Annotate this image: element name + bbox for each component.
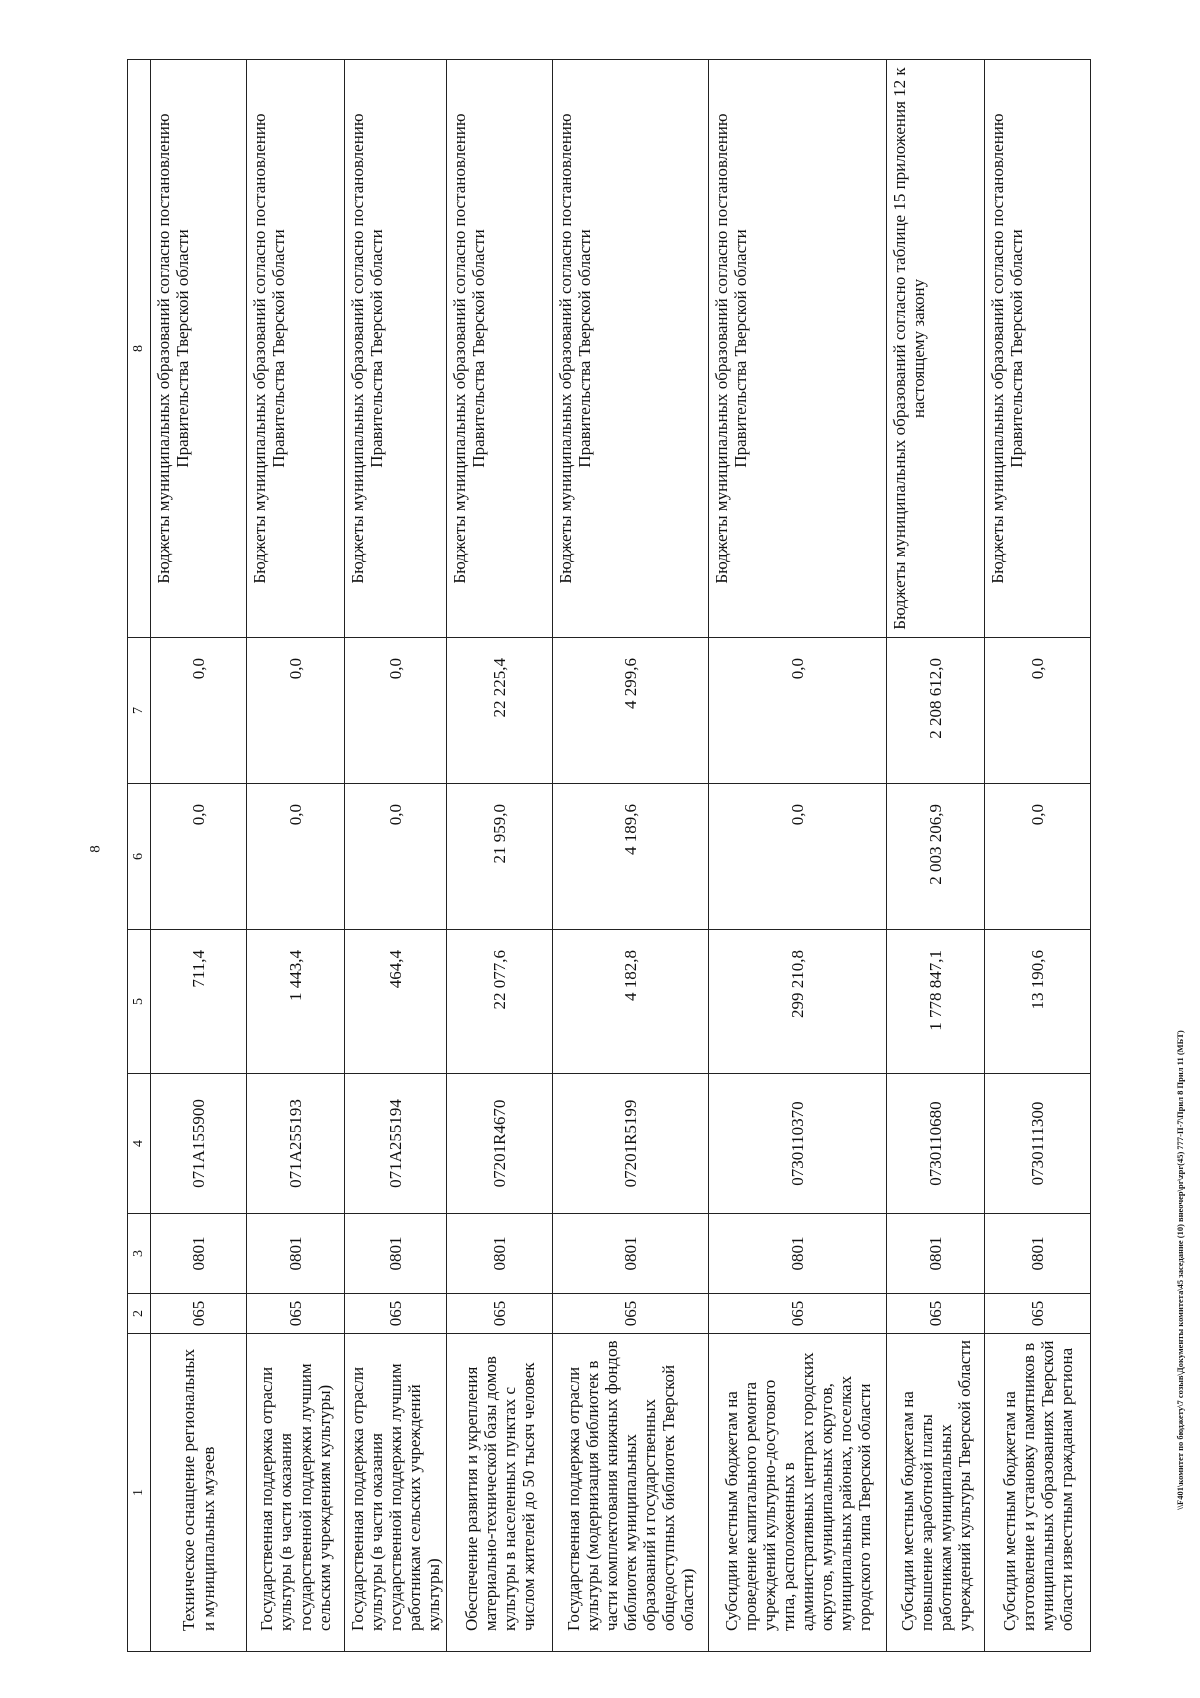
target-code: 0730110680 bbox=[887, 1074, 985, 1214]
amount-year-2: 21 959,0 bbox=[447, 784, 553, 930]
footer-file-path: \\F401\комитет по бюджету\7 созыв\Документы комитета\45 заседание (10) внеочер\pr\zpr(45) 777-П-7\Прил 8 Прил 11 (МБТ) bbox=[1175, 1030, 1185, 1510]
admin-code: 065 bbox=[985, 1294, 1091, 1334]
table-row bbox=[553, 60, 709, 1652]
subsidy-name: Государственная поддержка отрасли культуры (в части оказания государственной поддержки лучшим работникам сельских учреждений культуры) bbox=[345, 1334, 447, 1652]
amount-year-2: 4 189,6 bbox=[553, 784, 709, 930]
column-number: 5 bbox=[128, 930, 151, 1074]
column-number: 7 bbox=[128, 638, 151, 784]
amount-year-2: 0,0 bbox=[985, 784, 1091, 930]
section-code: 0801 bbox=[887, 1214, 985, 1294]
target-code: 07201R4670 bbox=[447, 1074, 553, 1214]
amount-year-2: 0,0 bbox=[709, 784, 887, 930]
amount-year-1: 13 190,6 bbox=[985, 930, 1091, 1074]
admin-code: 065 bbox=[553, 1294, 709, 1334]
target-code: 0730110370 bbox=[709, 1074, 887, 1214]
target-code: 071A255194 bbox=[345, 1074, 447, 1214]
funding-source: Бюджеты муниципальных образований согласно постановлению Правительства Тверской области bbox=[345, 60, 447, 638]
admin-code: 065 bbox=[247, 1294, 345, 1334]
admin-code: 065 bbox=[447, 1294, 553, 1334]
admin-code: 065 bbox=[151, 1294, 247, 1334]
amount-year-1: 1 443,4 bbox=[247, 930, 345, 1074]
amount-year-1: 22 077,6 bbox=[447, 930, 553, 1074]
table-row bbox=[151, 60, 247, 1652]
funding-source: Бюджеты муниципальных образований согласно постановлению Правительства Тверской области bbox=[447, 60, 553, 638]
section-code: 0801 bbox=[151, 1214, 247, 1294]
amount-year-3: 4 299,6 bbox=[553, 638, 709, 784]
funding-source: Бюджеты муниципальных образований согласно постановлению Правительства Тверской области bbox=[151, 60, 247, 638]
target-code: 07201R5199 bbox=[553, 1074, 709, 1214]
funding-source: Бюджеты муниципальных образований согласно постановлению Правительства Тверской области bbox=[247, 60, 345, 638]
subsidy-name: Обеспечение развития и укрепления материально-технической базы домов культуры в населенных пунктах с числом жителей до 50 тысяч человек bbox=[447, 1334, 553, 1652]
column-number: 6 bbox=[128, 784, 151, 930]
subsidy-name: Государственная поддержка отрасли культуры (модернизация библиотек в части комплектования книжных фондов библиотек муниципальных образований и государственных общедоступных библиотек Тверской области) bbox=[553, 1334, 709, 1652]
amount-year-1: 1 778 847,1 bbox=[887, 930, 985, 1074]
table-row bbox=[887, 60, 985, 1652]
funding-source: Бюджеты муниципальных образований согласно таблице 15 приложения 12 к настоящему закону bbox=[887, 60, 985, 638]
admin-code: 065 bbox=[345, 1294, 447, 1334]
amount-year-3: 22 225,4 bbox=[447, 638, 553, 784]
table-row bbox=[709, 60, 887, 1652]
subsidy-name: Государственная поддержка отрасли культуры (в части оказания государственной поддержки лучшим сельским учреждениям культуры) bbox=[247, 1334, 345, 1652]
subsidy-name: Субсидии местным бюджетам на проведение капитального ремонта учреждений культурно-досугового типа, расположенных в административных центрах городских округов, муниципальных округов, муниципальных районах, поселках городского типа Тверской области bbox=[709, 1334, 887, 1652]
amount-year-3: 0,0 bbox=[709, 638, 887, 784]
subsidy-name: Субсидии местным бюджетам на повышение заработной платы работникам муниципальных учреждений культуры Тверской области bbox=[887, 1334, 985, 1652]
section-code: 0801 bbox=[345, 1214, 447, 1294]
target-code: 071A155900 bbox=[151, 1074, 247, 1214]
amount-year-1: 4 182,8 bbox=[553, 930, 709, 1074]
column-number: 3 bbox=[128, 1214, 151, 1294]
funding-source: Бюджеты муниципальных образований согласно постановлению Правительства Тверской области bbox=[709, 60, 887, 638]
subsidy-name: Субсидии местным бюджетам на изготовление и установку памятников в муниципальных образованиях Тверской области известным гражданам региона bbox=[985, 1334, 1091, 1652]
funding-source: Бюджеты муниципальных образований согласно постановлению Правительства Тверской области bbox=[985, 60, 1091, 638]
target-code: 0730111300 bbox=[985, 1074, 1091, 1214]
amount-year-3: 0,0 bbox=[985, 638, 1091, 784]
amount-year-2: 2 003 206,9 bbox=[887, 784, 985, 930]
column-number-row bbox=[128, 60, 151, 1652]
table-row bbox=[247, 60, 345, 1652]
budget-table bbox=[127, 59, 1091, 1652]
column-number: 8 bbox=[128, 60, 151, 638]
subsidy-name: Техническое оснащение региональных и муниципальных музеев bbox=[151, 1334, 247, 1652]
page-number: 8 bbox=[87, 845, 104, 853]
section-code: 0801 bbox=[247, 1214, 345, 1294]
amount-year-2: 0,0 bbox=[247, 784, 345, 930]
amount-year-3: 0,0 bbox=[151, 638, 247, 784]
amount-year-2: 0,0 bbox=[151, 784, 247, 930]
column-number: 4 bbox=[128, 1074, 151, 1214]
budget-table-container bbox=[127, 60, 1076, 1652]
amount-year-3: 0,0 bbox=[247, 638, 345, 784]
table-row bbox=[985, 60, 1091, 1652]
table-row bbox=[345, 60, 447, 1652]
admin-code: 065 bbox=[709, 1294, 887, 1334]
amount-year-1: 464,4 bbox=[345, 930, 447, 1074]
target-code: 071A255193 bbox=[247, 1074, 345, 1214]
amount-year-3: 2 208 612,0 bbox=[887, 638, 985, 784]
table-row bbox=[447, 60, 553, 1652]
admin-code: 065 bbox=[887, 1294, 985, 1334]
section-code: 0801 bbox=[447, 1214, 553, 1294]
section-code: 0801 bbox=[709, 1214, 887, 1294]
column-number: 1 bbox=[128, 1334, 151, 1652]
amount-year-1: 299 210,8 bbox=[709, 930, 887, 1074]
amount-year-2: 0,0 bbox=[345, 784, 447, 930]
amount-year-1: 711,4 bbox=[151, 930, 247, 1074]
amount-year-3: 0,0 bbox=[345, 638, 447, 784]
section-code: 0801 bbox=[553, 1214, 709, 1294]
funding-source: Бюджеты муниципальных образований согласно постановлению Правительства Тверской области bbox=[553, 60, 709, 638]
section-code: 0801 bbox=[985, 1214, 1091, 1294]
column-number: 2 bbox=[128, 1294, 151, 1334]
